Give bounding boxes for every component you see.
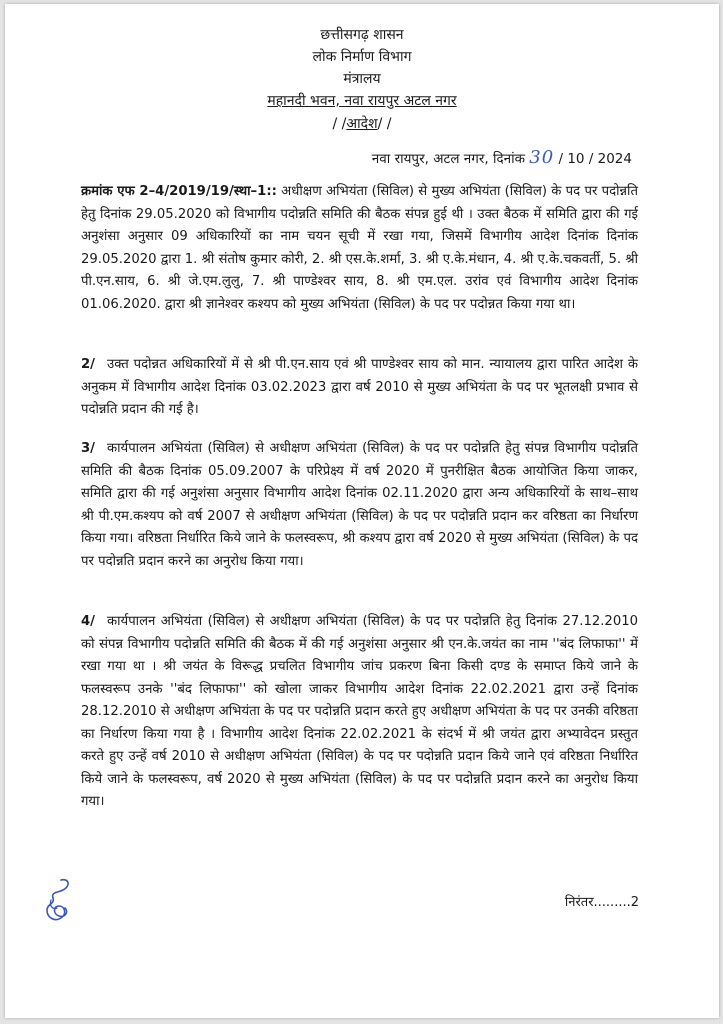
order-title: आदेश [346, 116, 378, 132]
order-prefix: / / [332, 116, 347, 132]
place-date-label: नवा रायपुर, अटल नगर, दिनांक [371, 151, 525, 167]
letterhead [5, 24, 719, 135]
reference-number: क्रमांक एफ 2–4/2019/19/स्था–1:: [81, 184, 277, 199]
paragraph-2 [81, 354, 638, 422]
paragraph-3-number: 3/ [81, 441, 95, 456]
order-heading [5, 113, 719, 135]
order-suffix: / / [377, 116, 392, 132]
month-year: / 10 / 2024 [558, 151, 632, 167]
paragraph-1-text: अधीक्षण अभियंता (सिविल) से मुख्य अभियंता (सिविल) के पद पर पदोन्नति हेतु दिनांक 29.05.2020 को विभागीय पदोन्नति समिति की बैठक संपन्न हुई थी । उक्त बैठक में समिति द्वारा की गई अनुशंसा अनुसार 09 अधिकारियों का नाम चयन सूची में रखा गया, जिसमें विभागीय आदेश दिनांक दिनांक 29.05.2020 द्वारा 1. श्री संतोष कुमार कोरी, 2. श्री एस.के.शर्मा, 3. श्री ए.के.मंधान, 4. श्री ए.के.चकवर्ती, 5. श्री पी.एन.साय, 6. श्री जे.एम.लुलु, 7. श्री पाण्डेश्वर साय, 8. श्री एम.एल. उरांव एवं विभागीय आदेश दिनांक 01.06.2020. द्वारा श्री ज्ञानेश्वर कश्यप को मुख्य अभियंता (सिविल) के पद पर पदोन्नत किया गया था। [81, 184, 638, 312]
office-address: महानदी भवन, नवा रायपुर अटल नगर [267, 93, 457, 109]
paragraph-3-text: कार्यपालन अभियंता (सिविल) से अधीक्षण अभियंता (सिविल) के पद पर पदोन्नति हेतु संपन्न विभागीय पदोन्नति समिति की बैठक दिनांक 05.09.2007 के परिप्रेक्ष्य में वर्ष 2020 में पुनरीक्षित बैठक आयोजित किया जाकर, समिति द्वारा की गई अनुशंसा अनुसार विभागीय आदेश दिनांक 02.11.2020 द्वारा अन्य अधिकारियों के साथ–साथ श्री पी.एम.कश्यप को वर्ष 2007 से अधीक्षण अभियंता (सिविल) के पद पर पदोन्नति प्रदान कर वरिष्ठता का निर्धारण किया गया। वरिष्ठता निर्धारित किये जाने के फलस्वरूप, श्री कश्यप द्वारा वर्ष 2020 से मुख्य अभियंता (सिविल) के पद पर पदोन्नति प्रदान करने का अनुरोध किया गया। [81, 441, 638, 569]
continued-marker: निरंतर.........2 [564, 895, 639, 910]
paragraph-2-number: 2/ [81, 357, 95, 372]
ministry-name: मंत्रालय [343, 71, 381, 87]
paragraph-4 [81, 611, 638, 814]
government-name: छत्तीसगढ़ शासन [320, 27, 404, 43]
department-name: लोक निर्माण विभाग [312, 49, 412, 65]
paragraph-4-number: 4/ [81, 614, 95, 629]
paragraph-1 [81, 181, 638, 316]
paragraph-2-text: उक्त पदोन्नत अधिकारियों में से श्री पी.एन.साय एवं श्री पाण्डेश्वर साय को मान. न्यायालय द्वारा पारित आदेश के अनुकम में विभागीय आदेश दिनांक 03.02.2023 द्वारा वर्ष 2010 से मुख्य अभियंता के पद पर भूतलक्षी प्रभाव से पदोन्नति प्रदान की गई है। [81, 357, 638, 417]
document-page [5, 4, 719, 1018]
date-line [372, 147, 632, 168]
paragraph-4-text: कार्यपालन अभियंता (सिविल) से अधीक्षण अभियंता (सिविल) के पद पर पदोन्नति हेतु दिनांक 27.12.2010 को संपन्न विभागीय पदोन्नति समिति की बैठक में की गई अनुशंसा अनुसार श्री एन.के.जयंत का नाम ''बंद लिफाफा'' में रखा गया था । श्री जयंत के विरूद्ध प्रचलित विभागीय जांच प्रकरण बिना किसी दण्ड के समाप्त किये जाने के फलस्वरूप उनके ''बंद लिफाफा'' को खोला जाकर विभागीय आदेश दिनांक 22.02.2021 द्वारा उन्हें दिनांक 28.12.2010 से अधीक्षण अभियंता के पद पर पदोन्नति प्रदान करते हुए अधीक्षण अभियंता के पद पर उनकी वरिष्ठता का निर्धारण किया गया है । विभागीय आदेश दिनांक 22.02.2021 के संदर्भ में श्री जयंत द्वारा अभ्यावेदन प्रस्तुत करते हुए उन्हें वर्ष 2010 से अधीक्षण अभियंता (सिविल) के पद पर पदोन्नति प्रदान किये जाने एवं वरिष्ठता निर्धारित किये जाने के फलस्वरूप, वर्ष 2020 से मुख्य अभियंता (सिविल) के पद पर पदोन्नति प्रदान करने का अनुरोध किया गया। [81, 614, 638, 809]
handwritten-day: 30 [529, 147, 555, 168]
handwritten-initials-icon [39, 876, 79, 926]
paragraph-3 [81, 438, 638, 573]
